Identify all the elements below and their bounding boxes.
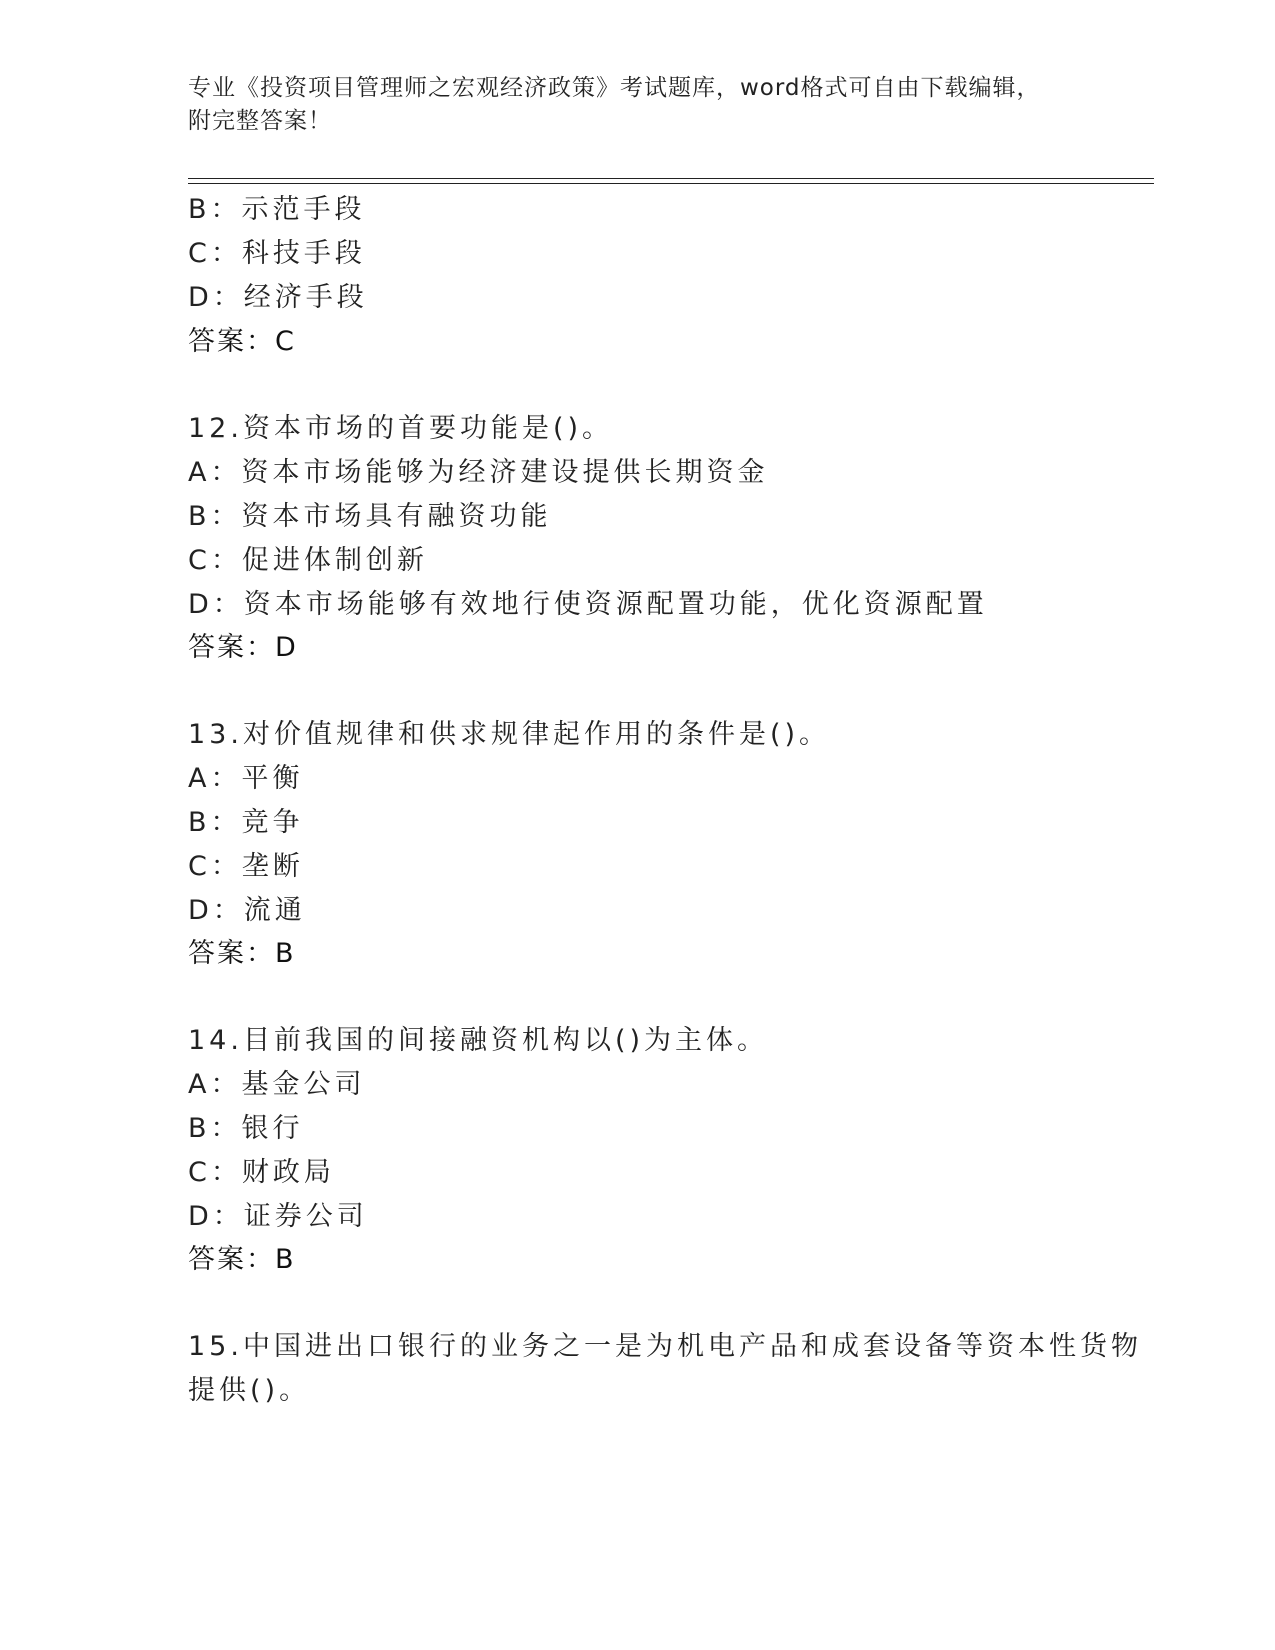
option-c: C：垄断: [188, 851, 304, 882]
header-divider-bottom: [188, 183, 1154, 184]
answer-line: [188, 319, 295, 358]
answer-value: B: [275, 938, 295, 969]
option-d: D：证券公司: [188, 1201, 368, 1232]
option-c: C：财政局: [188, 1157, 335, 1188]
option-a: A：基金公司: [188, 1069, 366, 1100]
question-stem: 14.目前我国的间接融资机构以()为主体。: [188, 1025, 769, 1056]
answer-label: 答案：: [188, 326, 275, 357]
option-b: B：银行: [188, 1113, 304, 1144]
option-a: A：资本市场能够为经济建设提供长期资金: [188, 457, 769, 488]
option-c: C：促进体制创新: [188, 545, 428, 576]
option-d: D：经济手段: [188, 282, 368, 313]
option-b: B：示范手段: [188, 194, 366, 225]
header-divider-top: [188, 178, 1154, 179]
answer-value: C: [275, 326, 295, 357]
question-stem-continued: 提供()。: [188, 1375, 311, 1406]
answer-line: [188, 625, 297, 664]
answer-label: 答案：: [188, 632, 275, 663]
answer-line: [188, 931, 295, 970]
answer-value: D: [275, 632, 297, 663]
option-b: B：竞争: [188, 807, 304, 838]
answer-label: 答案：: [188, 1244, 275, 1275]
question-stem: 15.中国进出口银行的业务之一是为机电产品和成套设备等资本性货物: [188, 1331, 1142, 1362]
answer-value: B: [275, 1244, 295, 1275]
answer-label: 答案：: [188, 938, 275, 969]
option-a: A：平衡: [188, 763, 304, 794]
question-stem: 12.资本市场的首要功能是()。: [188, 413, 614, 444]
question-stem: 13.对价值规律和供求规律起作用的条件是()。: [188, 719, 831, 750]
header-line-1: 专业《投资项目管理师之宏观经济政策》考试题库，word格式可自由下载编辑，: [188, 75, 1041, 101]
option-d: D：流通: [188, 895, 306, 926]
option-b: B：资本市场具有融资功能: [188, 501, 552, 532]
document-header: [188, 72, 1088, 138]
option-c: C：科技手段: [188, 238, 366, 269]
header-line-2: 附完整答案！: [188, 108, 332, 134]
option-d: D：资本市场能够有效地行使资源配置功能，优化资源配置: [188, 589, 988, 620]
answer-line: [188, 1237, 295, 1276]
